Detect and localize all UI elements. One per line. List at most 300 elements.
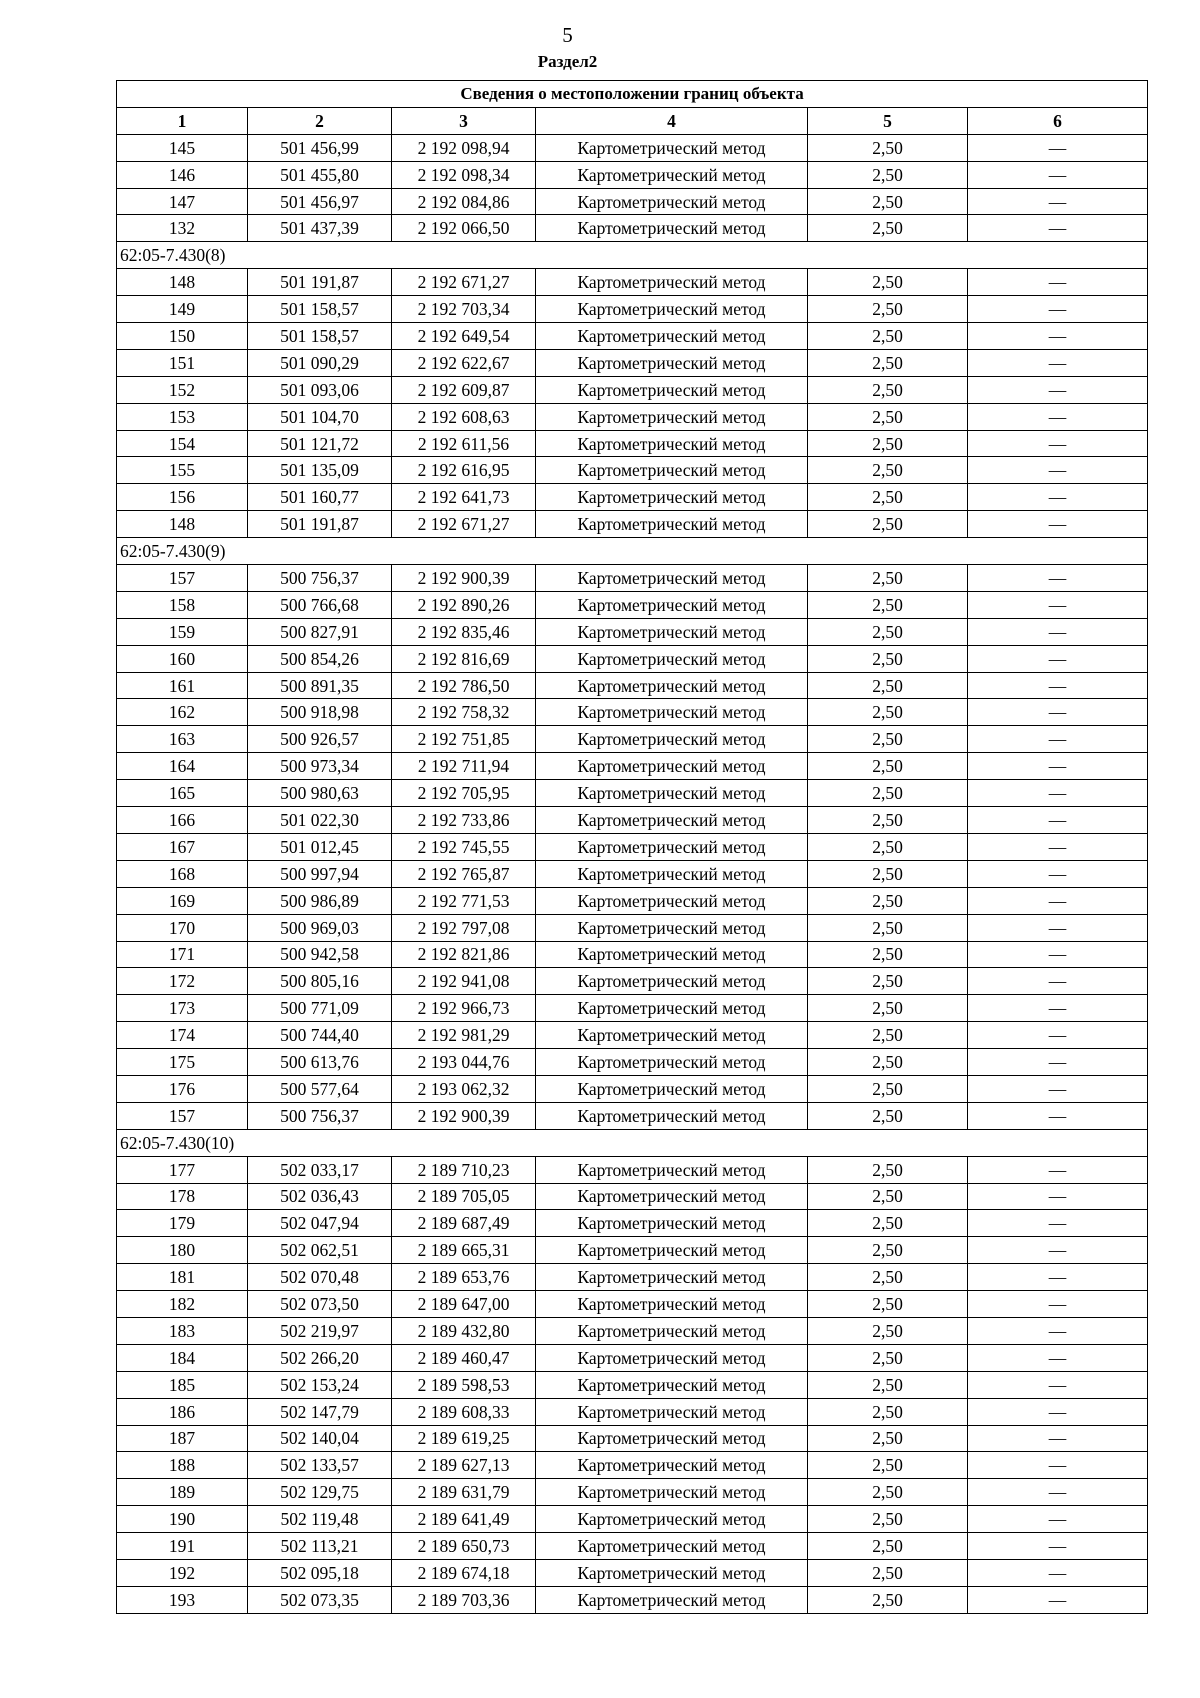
y-coordinate-cell: 2 189 641,49 xyxy=(392,1506,536,1533)
y-coordinate-cell: 2 192 671,27 xyxy=(392,511,536,538)
x-coordinate-cell: 502 266,20 xyxy=(248,1344,392,1371)
accuracy-cell: 2,50 xyxy=(808,1156,968,1183)
table-row xyxy=(117,403,1148,430)
method-cell: Картометрический метод xyxy=(536,484,808,511)
y-coordinate-cell: 2 192 821,86 xyxy=(392,941,536,968)
x-coordinate-cell: 500 942,58 xyxy=(248,941,392,968)
x-coordinate-cell: 500 756,37 xyxy=(248,1102,392,1129)
table-row xyxy=(117,645,1148,672)
table-row xyxy=(117,1156,1148,1183)
group-label: 62:05-7.430(9) xyxy=(117,538,1148,565)
table-row xyxy=(117,672,1148,699)
point-number-cell: 175 xyxy=(117,1049,248,1076)
table-row xyxy=(117,161,1148,188)
table-row xyxy=(117,511,1148,538)
x-coordinate-cell: 501 191,87 xyxy=(248,511,392,538)
method-cell: Картометрический метод xyxy=(536,215,808,242)
description-cell: — xyxy=(968,591,1148,618)
y-coordinate-cell: 2 192 703,34 xyxy=(392,296,536,323)
table-row xyxy=(117,887,1148,914)
point-number-cell: 189 xyxy=(117,1479,248,1506)
table-row xyxy=(117,565,1148,592)
description-cell: — xyxy=(968,968,1148,995)
x-coordinate-cell: 501 456,97 xyxy=(248,188,392,215)
accuracy-cell: 2,50 xyxy=(808,1183,968,1210)
description-cell: — xyxy=(968,1586,1148,1613)
description-cell: — xyxy=(968,1237,1148,1264)
table-row xyxy=(117,1586,1148,1613)
boundary-coordinates-table xyxy=(116,80,1148,1614)
y-coordinate-cell: 2 189 705,05 xyxy=(392,1183,536,1210)
point-number-cell: 174 xyxy=(117,1022,248,1049)
description-cell: — xyxy=(968,1022,1148,1049)
description-cell: — xyxy=(968,780,1148,807)
column-header-2: 2 xyxy=(248,107,392,134)
accuracy-cell: 2,50 xyxy=(808,1533,968,1560)
table-row xyxy=(117,1291,1148,1318)
description-cell: — xyxy=(968,672,1148,699)
description-cell: — xyxy=(968,860,1148,887)
accuracy-cell: 2,50 xyxy=(808,618,968,645)
x-coordinate-cell: 502 073,35 xyxy=(248,1586,392,1613)
accuracy-cell: 2,50 xyxy=(808,457,968,484)
point-number-cell: 193 xyxy=(117,1586,248,1613)
y-coordinate-cell: 2 192 066,50 xyxy=(392,215,536,242)
x-coordinate-cell: 501 158,57 xyxy=(248,296,392,323)
point-number-cell: 185 xyxy=(117,1371,248,1398)
x-coordinate-cell: 500 986,89 xyxy=(248,887,392,914)
table-row xyxy=(117,941,1148,968)
x-coordinate-cell: 500 969,03 xyxy=(248,914,392,941)
accuracy-cell: 2,50 xyxy=(808,1075,968,1102)
y-coordinate-cell: 2 189 710,23 xyxy=(392,1156,536,1183)
x-coordinate-cell: 500 744,40 xyxy=(248,1022,392,1049)
table-row xyxy=(117,807,1148,834)
method-cell: Картометрический метод xyxy=(536,430,808,457)
description-cell: — xyxy=(968,403,1148,430)
point-number-cell: 171 xyxy=(117,941,248,968)
accuracy-cell: 2,50 xyxy=(808,914,968,941)
point-number-cell: 157 xyxy=(117,1102,248,1129)
description-cell: — xyxy=(968,134,1148,161)
x-coordinate-cell: 502 095,18 xyxy=(248,1559,392,1586)
description-cell: — xyxy=(968,807,1148,834)
accuracy-cell: 2,50 xyxy=(808,161,968,188)
description-cell: — xyxy=(968,484,1148,511)
method-cell: Картометрический метод xyxy=(536,457,808,484)
method-cell: Картометрический метод xyxy=(536,1452,808,1479)
method-cell: Картометрический метод xyxy=(536,833,808,860)
accuracy-cell: 2,50 xyxy=(808,1344,968,1371)
x-coordinate-cell: 500 891,35 xyxy=(248,672,392,699)
accuracy-cell: 2,50 xyxy=(808,645,968,672)
accuracy-cell: 2,50 xyxy=(808,833,968,860)
description-cell: — xyxy=(968,753,1148,780)
x-coordinate-cell: 502 070,48 xyxy=(248,1264,392,1291)
point-number-cell: 173 xyxy=(117,995,248,1022)
table-row xyxy=(117,349,1148,376)
table-row xyxy=(117,1533,1148,1560)
accuracy-cell: 2,50 xyxy=(808,430,968,457)
point-number-cell: 152 xyxy=(117,376,248,403)
method-cell: Картометрический метод xyxy=(536,1022,808,1049)
description-cell: — xyxy=(968,215,1148,242)
x-coordinate-cell: 501 455,80 xyxy=(248,161,392,188)
method-cell: Картометрический метод xyxy=(536,672,808,699)
accuracy-cell: 2,50 xyxy=(808,1210,968,1237)
point-number-cell: 181 xyxy=(117,1264,248,1291)
table-row xyxy=(117,1183,1148,1210)
method-cell: Картометрический метод xyxy=(536,1264,808,1291)
accuracy-cell: 2,50 xyxy=(808,753,968,780)
table-row xyxy=(117,1344,1148,1371)
point-number-cell: 184 xyxy=(117,1344,248,1371)
x-coordinate-cell: 500 771,09 xyxy=(248,995,392,1022)
y-coordinate-cell: 2 192 771,53 xyxy=(392,887,536,914)
point-number-cell: 167 xyxy=(117,833,248,860)
y-coordinate-cell: 2 192 609,87 xyxy=(392,376,536,403)
description-cell: — xyxy=(968,323,1148,350)
accuracy-cell: 2,50 xyxy=(808,672,968,699)
table-caption-row xyxy=(117,81,1148,108)
column-header-row xyxy=(117,107,1148,134)
description-cell: — xyxy=(968,1156,1148,1183)
description-cell: — xyxy=(968,161,1148,188)
description-cell: — xyxy=(968,699,1148,726)
y-coordinate-cell: 2 192 745,55 xyxy=(392,833,536,860)
x-coordinate-cell: 500 854,26 xyxy=(248,645,392,672)
description-cell: — xyxy=(968,376,1148,403)
table-caption: Сведения о местоположении границ объекта xyxy=(117,81,1148,108)
method-cell: Картометрический метод xyxy=(536,1291,808,1318)
method-cell: Картометрический метод xyxy=(536,1506,808,1533)
description-cell: — xyxy=(968,1533,1148,1560)
method-cell: Картометрический метод xyxy=(536,511,808,538)
point-number-cell: 164 xyxy=(117,753,248,780)
accuracy-cell: 2,50 xyxy=(808,591,968,618)
accuracy-cell: 2,50 xyxy=(808,887,968,914)
x-coordinate-cell: 501 022,30 xyxy=(248,807,392,834)
x-coordinate-cell: 502 147,79 xyxy=(248,1398,392,1425)
method-cell: Картометрический метод xyxy=(536,188,808,215)
accuracy-cell: 2,50 xyxy=(808,1452,968,1479)
y-coordinate-cell: 2 189 650,73 xyxy=(392,1533,536,1560)
table-row xyxy=(117,914,1148,941)
description-cell: — xyxy=(968,188,1148,215)
x-coordinate-cell: 502 073,50 xyxy=(248,1291,392,1318)
table-row xyxy=(117,484,1148,511)
y-coordinate-cell: 2 193 062,32 xyxy=(392,1075,536,1102)
description-cell: — xyxy=(968,1075,1148,1102)
table-row xyxy=(117,699,1148,726)
method-cell: Картометрический метод xyxy=(536,1398,808,1425)
table-row xyxy=(117,1559,1148,1586)
point-number-cell: 161 xyxy=(117,672,248,699)
y-coordinate-cell: 2 189 674,18 xyxy=(392,1559,536,1586)
point-number-cell: 157 xyxy=(117,565,248,592)
y-coordinate-cell: 2 192 981,29 xyxy=(392,1022,536,1049)
point-number-cell: 158 xyxy=(117,591,248,618)
y-coordinate-cell: 2 189 631,79 xyxy=(392,1479,536,1506)
accuracy-cell: 2,50 xyxy=(808,215,968,242)
column-header-6: 6 xyxy=(968,107,1148,134)
y-coordinate-cell: 2 192 816,69 xyxy=(392,645,536,672)
x-coordinate-cell: 502 219,97 xyxy=(248,1317,392,1344)
x-coordinate-cell: 501 090,29 xyxy=(248,349,392,376)
description-cell: — xyxy=(968,1102,1148,1129)
y-coordinate-cell: 2 192 733,86 xyxy=(392,807,536,834)
x-coordinate-cell: 501 158,57 xyxy=(248,323,392,350)
accuracy-cell: 2,50 xyxy=(808,1317,968,1344)
accuracy-cell: 2,50 xyxy=(808,349,968,376)
method-cell: Картометрический метод xyxy=(536,1237,808,1264)
table-row xyxy=(117,860,1148,887)
table-row xyxy=(117,833,1148,860)
description-cell: — xyxy=(968,1479,1148,1506)
column-header-4: 4 xyxy=(536,107,808,134)
method-cell: Картометрический метод xyxy=(536,1317,808,1344)
accuracy-cell: 2,50 xyxy=(808,484,968,511)
table-row xyxy=(117,1452,1148,1479)
y-coordinate-cell: 2 192 641,73 xyxy=(392,484,536,511)
description-cell: — xyxy=(968,457,1148,484)
description-cell: — xyxy=(968,1344,1148,1371)
accuracy-cell: 2,50 xyxy=(808,860,968,887)
column-header-5: 5 xyxy=(808,107,968,134)
y-coordinate-cell: 2 189 647,00 xyxy=(392,1291,536,1318)
accuracy-cell: 2,50 xyxy=(808,1022,968,1049)
y-coordinate-cell: 2 189 432,80 xyxy=(392,1317,536,1344)
accuracy-cell: 2,50 xyxy=(808,995,968,1022)
y-coordinate-cell: 2 192 941,08 xyxy=(392,968,536,995)
point-number-cell: 150 xyxy=(117,323,248,350)
description-cell: — xyxy=(968,565,1148,592)
y-coordinate-cell: 2 192 758,32 xyxy=(392,699,536,726)
x-coordinate-cell: 502 113,21 xyxy=(248,1533,392,1560)
accuracy-cell: 2,50 xyxy=(808,941,968,968)
y-coordinate-cell: 2 192 084,86 xyxy=(392,188,536,215)
accuracy-cell: 2,50 xyxy=(808,968,968,995)
method-cell: Картометрический метод xyxy=(536,1183,808,1210)
point-number-cell: 132 xyxy=(117,215,248,242)
method-cell: Картометрический метод xyxy=(536,968,808,995)
column-header-3: 3 xyxy=(392,107,536,134)
x-coordinate-cell: 501 160,77 xyxy=(248,484,392,511)
table-row xyxy=(117,1210,1148,1237)
table-body xyxy=(117,81,1148,1614)
accuracy-cell: 2,50 xyxy=(808,1371,968,1398)
point-number-cell: 149 xyxy=(117,296,248,323)
accuracy-cell: 2,50 xyxy=(808,726,968,753)
accuracy-cell: 2,50 xyxy=(808,1049,968,1076)
y-coordinate-cell: 2 192 098,34 xyxy=(392,161,536,188)
point-number-cell: 191 xyxy=(117,1533,248,1560)
x-coordinate-cell: 502 133,57 xyxy=(248,1452,392,1479)
table-row xyxy=(117,995,1148,1022)
point-number-cell: 145 xyxy=(117,134,248,161)
point-number-cell: 165 xyxy=(117,780,248,807)
table-row xyxy=(117,188,1148,215)
method-cell: Картометрический метод xyxy=(536,1102,808,1129)
y-coordinate-cell: 2 189 598,53 xyxy=(392,1371,536,1398)
description-cell: — xyxy=(968,645,1148,672)
table-row xyxy=(117,968,1148,995)
method-cell: Картометрический метод xyxy=(536,161,808,188)
point-number-cell: 169 xyxy=(117,887,248,914)
table-row xyxy=(117,1479,1148,1506)
y-coordinate-cell: 2 193 044,76 xyxy=(392,1049,536,1076)
accuracy-cell: 2,50 xyxy=(808,1586,968,1613)
description-cell: — xyxy=(968,1291,1148,1318)
y-coordinate-cell: 2 189 460,47 xyxy=(392,1344,536,1371)
table-row xyxy=(117,296,1148,323)
accuracy-cell: 2,50 xyxy=(808,565,968,592)
point-number-cell: 146 xyxy=(117,161,248,188)
method-cell: Картометрический метод xyxy=(536,807,808,834)
method-cell: Картометрический метод xyxy=(536,753,808,780)
accuracy-cell: 2,50 xyxy=(808,807,968,834)
y-coordinate-cell: 2 192 751,85 xyxy=(392,726,536,753)
description-cell: — xyxy=(968,1452,1148,1479)
y-coordinate-cell: 2 192 966,73 xyxy=(392,995,536,1022)
method-cell: Картометрический метод xyxy=(536,403,808,430)
description-cell: — xyxy=(968,1317,1148,1344)
method-cell: Картометрический метод xyxy=(536,1156,808,1183)
point-number-cell: 188 xyxy=(117,1452,248,1479)
table-row xyxy=(117,376,1148,403)
description-cell: — xyxy=(968,1264,1148,1291)
group-label: 62:05-7.430(8) xyxy=(117,242,1148,269)
y-coordinate-cell: 2 192 786,50 xyxy=(392,672,536,699)
x-coordinate-cell: 502 047,94 xyxy=(248,1210,392,1237)
method-cell: Картометрический метод xyxy=(536,780,808,807)
x-coordinate-cell: 500 766,68 xyxy=(248,591,392,618)
accuracy-cell: 2,50 xyxy=(808,1479,968,1506)
point-number-cell: 163 xyxy=(117,726,248,753)
y-coordinate-cell: 2 192 900,39 xyxy=(392,1102,536,1129)
point-number-cell: 190 xyxy=(117,1506,248,1533)
accuracy-cell: 2,50 xyxy=(808,780,968,807)
x-coordinate-cell: 502 153,24 xyxy=(248,1371,392,1398)
method-cell: Картометрический метод xyxy=(536,1479,808,1506)
y-coordinate-cell: 2 189 653,76 xyxy=(392,1264,536,1291)
description-cell: — xyxy=(968,618,1148,645)
table-row xyxy=(117,1049,1148,1076)
accuracy-cell: 2,50 xyxy=(808,511,968,538)
table-row xyxy=(117,457,1148,484)
table-row xyxy=(117,215,1148,242)
accuracy-cell: 2,50 xyxy=(808,1506,968,1533)
description-cell: — xyxy=(968,1425,1148,1452)
description-cell: — xyxy=(968,726,1148,753)
point-number-cell: 172 xyxy=(117,968,248,995)
accuracy-cell: 2,50 xyxy=(808,1237,968,1264)
x-coordinate-cell: 502 033,17 xyxy=(248,1156,392,1183)
x-coordinate-cell: 500 613,76 xyxy=(248,1049,392,1076)
description-cell: — xyxy=(968,1371,1148,1398)
table-row xyxy=(117,134,1148,161)
point-number-cell: 177 xyxy=(117,1156,248,1183)
table-row xyxy=(117,1237,1148,1264)
x-coordinate-cell: 501 135,09 xyxy=(248,457,392,484)
method-cell: Картометрический метод xyxy=(536,699,808,726)
y-coordinate-cell: 2 189 687,49 xyxy=(392,1210,536,1237)
description-cell: — xyxy=(968,430,1148,457)
x-coordinate-cell: 501 456,99 xyxy=(248,134,392,161)
method-cell: Картометрический метод xyxy=(536,914,808,941)
table-row xyxy=(117,269,1148,296)
method-cell: Картометрический метод xyxy=(536,1586,808,1613)
table-row xyxy=(117,618,1148,645)
point-number-cell: 148 xyxy=(117,269,248,296)
table-row xyxy=(117,323,1148,350)
y-coordinate-cell: 2 192 098,94 xyxy=(392,134,536,161)
method-cell: Картометрический метод xyxy=(536,1425,808,1452)
point-number-cell: 147 xyxy=(117,188,248,215)
accuracy-cell: 2,50 xyxy=(808,269,968,296)
x-coordinate-cell: 500 918,98 xyxy=(248,699,392,726)
x-coordinate-cell: 502 036,43 xyxy=(248,1183,392,1210)
y-coordinate-cell: 2 189 608,33 xyxy=(392,1398,536,1425)
table-row xyxy=(117,1371,1148,1398)
point-number-cell: 153 xyxy=(117,403,248,430)
table-row xyxy=(117,1398,1148,1425)
description-cell: — xyxy=(968,1506,1148,1533)
method-cell: Картометрический метод xyxy=(536,1344,808,1371)
y-coordinate-cell: 2 192 671,27 xyxy=(392,269,536,296)
y-coordinate-cell: 2 189 665,31 xyxy=(392,1237,536,1264)
table-row xyxy=(117,1506,1148,1533)
description-cell: — xyxy=(968,1049,1148,1076)
x-coordinate-cell: 501 012,45 xyxy=(248,833,392,860)
point-number-cell: 187 xyxy=(117,1425,248,1452)
method-cell: Картометрический метод xyxy=(536,995,808,1022)
method-cell: Картометрический метод xyxy=(536,941,808,968)
accuracy-cell: 2,50 xyxy=(808,323,968,350)
y-coordinate-cell: 2 189 627,13 xyxy=(392,1452,536,1479)
group-label: 62:05-7.430(10) xyxy=(117,1129,1148,1156)
x-coordinate-cell: 500 926,57 xyxy=(248,726,392,753)
description-cell: — xyxy=(968,296,1148,323)
description-cell: — xyxy=(968,914,1148,941)
group-label-row xyxy=(117,538,1148,565)
description-cell: — xyxy=(968,995,1148,1022)
point-number-cell: 156 xyxy=(117,484,248,511)
point-number-cell: 180 xyxy=(117,1237,248,1264)
method-cell: Картометрический метод xyxy=(536,1210,808,1237)
y-coordinate-cell: 2 189 703,36 xyxy=(392,1586,536,1613)
accuracy-cell: 2,50 xyxy=(808,188,968,215)
point-number-cell: 166 xyxy=(117,807,248,834)
method-cell: Картометрический метод xyxy=(536,1559,808,1586)
description-cell: — xyxy=(968,511,1148,538)
method-cell: Картометрический метод xyxy=(536,134,808,161)
y-coordinate-cell: 2 192 608,63 xyxy=(392,403,536,430)
point-number-cell: 182 xyxy=(117,1291,248,1318)
x-coordinate-cell: 501 104,70 xyxy=(248,403,392,430)
table-row xyxy=(117,1264,1148,1291)
x-coordinate-cell: 502 129,75 xyxy=(248,1479,392,1506)
method-cell: Картометрический метод xyxy=(536,349,808,376)
y-coordinate-cell: 2 192 711,94 xyxy=(392,753,536,780)
x-coordinate-cell: 500 805,16 xyxy=(248,968,392,995)
table-row xyxy=(117,726,1148,753)
y-coordinate-cell: 2 192 622,67 xyxy=(392,349,536,376)
accuracy-cell: 2,50 xyxy=(808,1264,968,1291)
accuracy-cell: 2,50 xyxy=(808,296,968,323)
point-number-cell: 183 xyxy=(117,1317,248,1344)
x-coordinate-cell: 502 140,04 xyxy=(248,1425,392,1452)
